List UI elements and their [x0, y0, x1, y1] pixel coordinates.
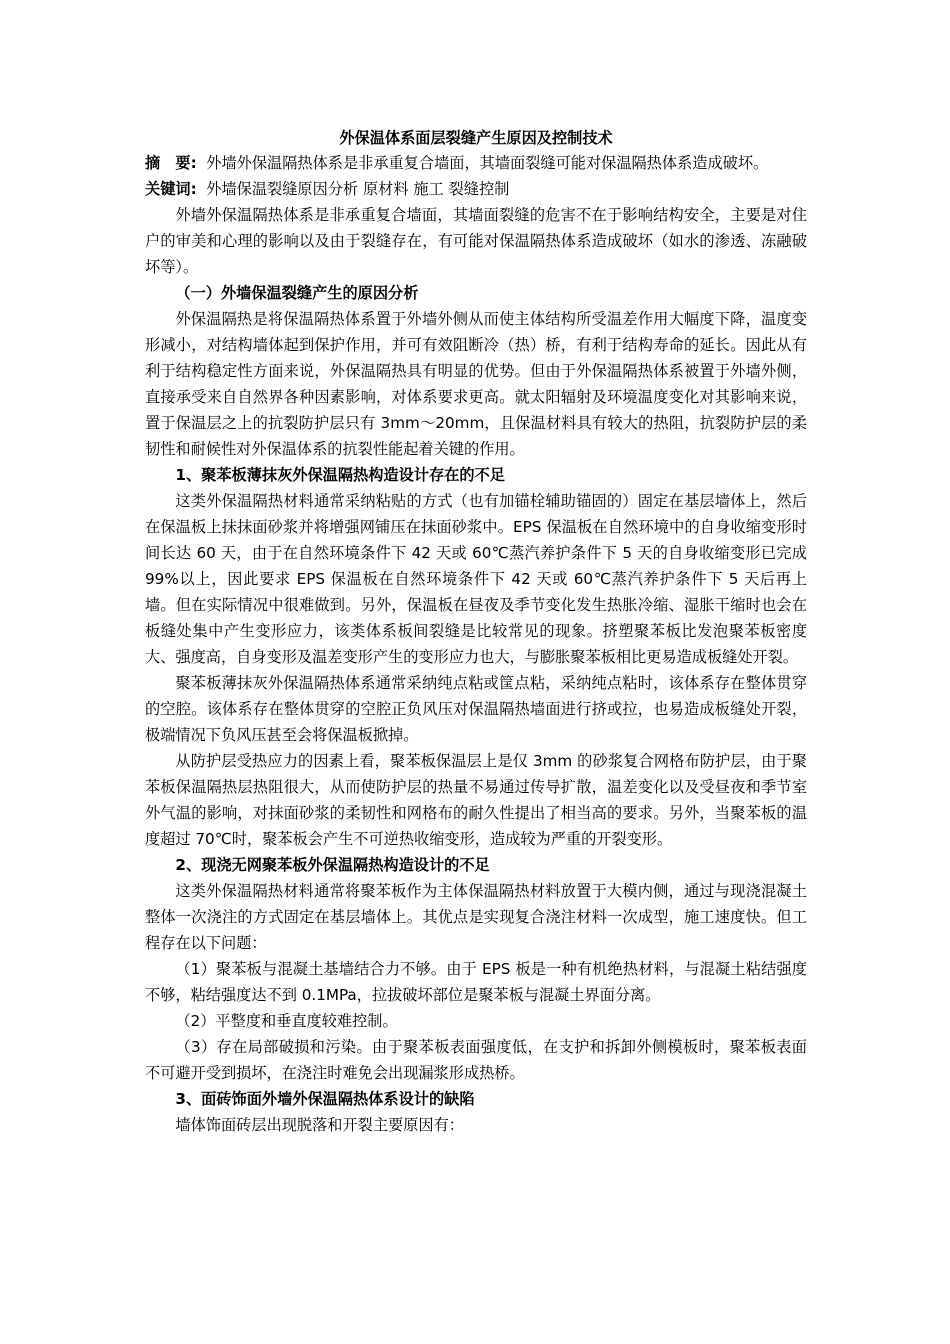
subsection1-paragraph-2: 聚苯板薄抹灰外保温隔热体系通常采纳纯点粘或筐点粘，采纳纯点粘时，该体系存在整体贯穿的空腔。该体系存在整体贯穿的空腔正负风压对保温隔热墙面进行挤或拉，也易造成板缝处开裂，极端情况下负风压甚至会将保温板掀掉。: [145, 674, 807, 744]
abstract-label: 摘 要:: [145, 154, 197, 172]
abstract: [145, 150, 807, 176]
document-title: 外保温体系面层裂缝产生原因及控制技术: [339, 129, 613, 147]
subsection1-paragraph-3: 从防护层受热应力的因素上看，聚苯板保温层上是仅 3mm 的砂浆复合网格布防护层，由于聚苯板保温隔热层热阻很大，从而使防护层的热量不易通过传导扩散，温差变化以及受昼夜和季节室外气温的影响，对抹面砂浆的柔韧性和网格布的耐久性提出了相当高的要求。另外，当聚苯板的温度超过 70℃时，聚苯板会产生不可逆热收缩变形，造成较为严重的开裂变形。: [145, 752, 807, 848]
subsection2-item-2: （2）平整度和垂直度较难控制。: [175, 1012, 398, 1030]
keywords-text: 外墙保温裂缝原因分析 原材料 施工 裂缝控制: [206, 180, 510, 198]
subsection3-paragraph-1: 墙体饰面砖层出现脱落和开裂主要原因有：: [175, 1116, 464, 1134]
section1-heading: （一）外墙保温裂缝产生的原因分析: [175, 284, 419, 302]
subsection2-paragraph-1: 这类外保温隔热材料通常将聚苯板作为主体保温隔热材料放置于大模内侧，通过与现浇混凝土整体一次浇注的方式固定在基层墙体上。其优点是实现复合浇注材料一次成型，施工速度快。但工程存在以下问题：: [145, 882, 807, 952]
section1-paragraph: 外保温隔热是将保温隔热体系置于外墙外侧从而使主体结构所受温差作用大幅度下降，温度变形减小，对结构墙体起到保护作用，并可有效阻断冷（热）桥，有利于结构寿命的延长。因此从有利于结构稳定性方面来说，外保温隔热具有明显的优势。但由于外保温隔热体系被置于外墙外侧，直接承受来自自然界各种因素影响，对体系要求更高。就太阳辐射及环境温度变化对其影响来说，置于保温层之上的抗裂防护层只有 3mm～20mm，且保温材料具有较大的热阻，抗裂防护层的柔韧性和耐候性对外保温体系的抗裂性能起着关键的作用。: [145, 310, 807, 458]
subsection1-heading: 1、聚苯板薄抹灰外保温隔热构造设计存在的不足: [175, 466, 505, 484]
subsection1-paragraph-1: 这类外保温隔热材料通常采纳粘贴的方式（也有加锚栓辅助锚固的）固定在基层墙体上，然后在保温板上抹抹面砂浆并将增强网铺压在抹面砂浆中。EPS 保温板在自然环境中的自身收缩变形时间长达 60 天，由于在自然环境条件下 42 天或 60℃蒸汽养护条件下 5 天的自身收缩变形已完成 99%以上，因此要求 EPS 保温板在自然环境条件下 42 天或 60℃蒸汽养护条件下 5 天后再上墙。但在实际情况中很难做到。另外，保温板在昼夜及季节变化发生热胀冷缩、湿胀干缩时也会在板缝处集中产生变形应力，该类体系板间裂缝是比较常见的现象。挤塑聚苯板比发泡聚苯板密度大、强度高，自身变形及温差变形产生的变形应力也大，与膨胀聚苯板相比更易造成板缝处开裂。: [145, 492, 807, 666]
subsection2-item-1: （1）聚苯板与混凝土基墙结合力不够。由于 EPS 板是一种有机绝热材料，与混凝土粘结强度不够，粘结强度达不到 0.1MPa，拉拔破坏部位是聚苯板与混凝土界面分离。: [145, 960, 807, 1004]
abstract-text: 外墙外保温隔热体系是非承重复合墙面，其墙面裂缝可能对保温隔热体系造成破坏。: [206, 154, 769, 172]
keywords-label: 关键词:: [145, 180, 197, 198]
subsection2-item-3: （3）存在局部破损和污染。由于聚苯板表面强度低，在支护和拆卸外侧模板时，聚苯板表面不可避开受到损坏，在浇注时难免会出现漏浆形成热桥。: [145, 1038, 807, 1082]
intro-paragraph: 外墙外保温隔热体系是非承重复合墙面，其墙面裂缝的危害不在于影响结构安全，主要是对住户的审美和心理的影响以及由于裂缝存在，有可能对保温隔热体系造成破坏（如水的渗透、冻融破坏等）。: [145, 206, 807, 276]
subsection2-heading: 2、现浇无网聚苯板外保温隔热构造设计的不足: [175, 856, 490, 874]
document-page: [145, 126, 807, 1138]
keywords: [145, 176, 807, 202]
subsection3-heading: 3、面砖饰面外墙外保温隔热体系设计的缺陷: [175, 1090, 475, 1108]
